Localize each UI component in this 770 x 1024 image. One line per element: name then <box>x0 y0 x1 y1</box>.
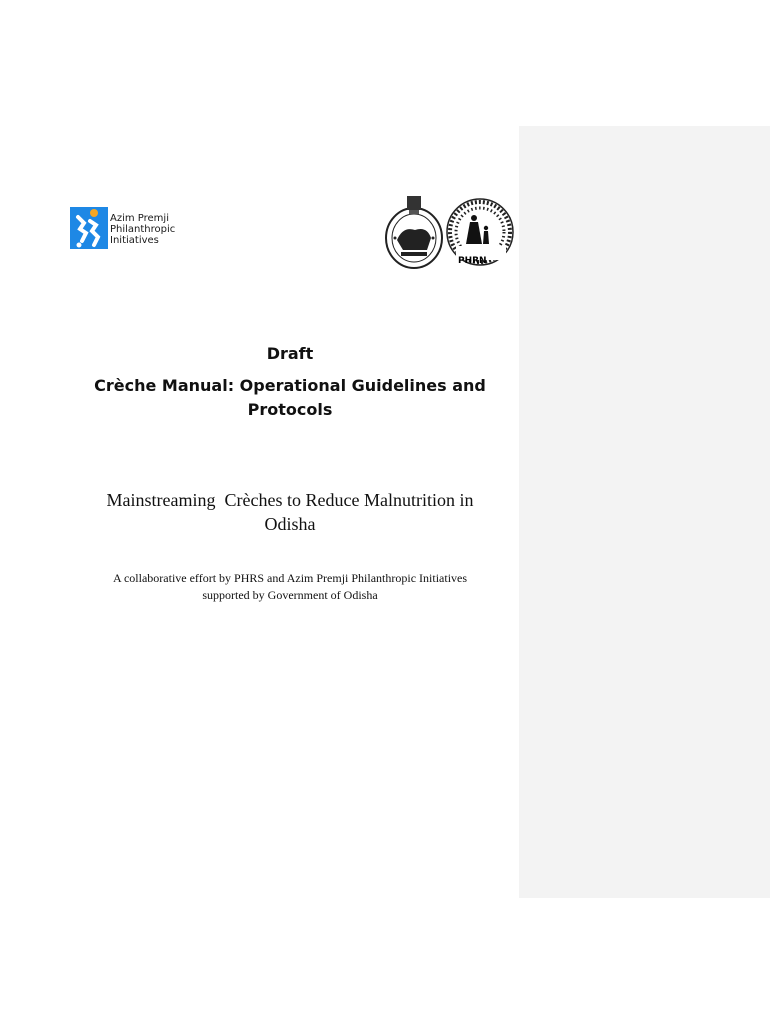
document-subtitle-line2: Odisha <box>264 514 316 534</box>
government-emblem-icon <box>383 192 445 272</box>
apf-logo-line1: Azim Premji <box>110 213 169 224</box>
apf-logo <box>70 205 200 251</box>
document-subtitle-line1: Mainstreaming Crèches to Reduce Malnutrition in <box>106 490 474 510</box>
document-subtitle <box>80 488 500 536</box>
apf-logo-icon <box>70 207 108 249</box>
collaboration-note-line2: supported by Government of Odisha <box>202 588 378 602</box>
draft-label: Draft <box>266 344 314 363</box>
document-title-line2: Protocols <box>247 400 333 419</box>
document-title-line1: Crèche Manual: Operational Guidelines and <box>94 376 486 395</box>
apf-logo-line2: Philanthropic <box>110 224 176 235</box>
apf-logo-line3: Initiatives <box>110 235 159 246</box>
collaboration-note-line1: A collaborative effort by PHRS and Azim Premji Philanthropic Initiatives <box>112 571 468 585</box>
apf-logo-text <box>110 213 175 246</box>
phrn-logo-label: PHRN <box>458 256 487 266</box>
document-title <box>80 374 500 422</box>
collaboration-note <box>80 570 500 604</box>
comment-margin-pane <box>519 126 770 898</box>
